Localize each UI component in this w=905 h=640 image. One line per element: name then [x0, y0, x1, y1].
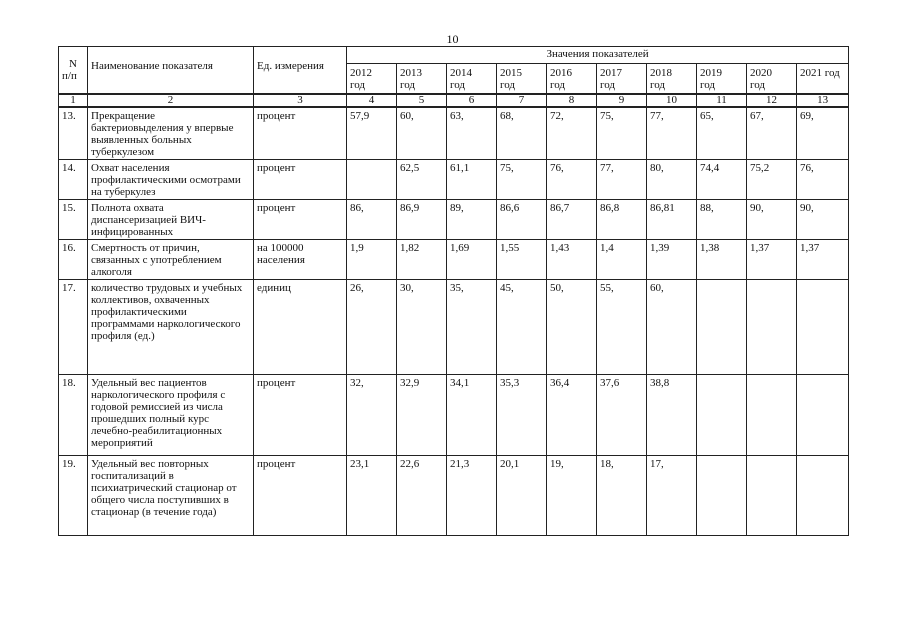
indicator-value: 55,	[597, 279, 647, 374]
indicator-value: 86,81	[647, 199, 697, 239]
indicator-value: 32,	[347, 374, 397, 455]
indicator-value: 75,	[597, 107, 647, 159]
table-row	[59, 199, 849, 239]
column-number: 6	[447, 94, 497, 107]
indicator-value: 86,8	[597, 199, 647, 239]
indicator-name: Удельный вес повторных госпитализаций в психиатрический стационар от общего числа поступивших в стационар (в течение года)	[88, 455, 254, 535]
table-row	[59, 239, 849, 279]
indicator-value: 38,8	[647, 374, 697, 455]
indicator-value: 74,4	[697, 159, 747, 199]
indicator-value	[797, 279, 849, 374]
indicator-value: 77,	[647, 107, 697, 159]
indicator-value	[747, 374, 797, 455]
indicator-value	[797, 455, 849, 535]
indicator-value	[747, 279, 797, 374]
indicator-value: 76,	[797, 159, 849, 199]
indicator-value: 1,38	[697, 239, 747, 279]
indicator-value: 22,6	[397, 455, 447, 535]
header-n-line1: N	[69, 58, 77, 70]
column-number: 13	[797, 94, 849, 107]
header-year: 2018 год	[647, 64, 697, 95]
table-row	[59, 279, 849, 374]
column-number: 7	[497, 94, 547, 107]
indicator-value: 88,	[697, 199, 747, 239]
column-number: 2	[88, 94, 254, 107]
indicator-name: Охват населения профилактическими осмотрами на туберкулез	[88, 159, 254, 199]
indicator-value: 34,1	[447, 374, 497, 455]
indicator-value: 80,	[647, 159, 697, 199]
unit-of-measure: на 100000 населения	[254, 239, 347, 279]
unit-of-measure: процент	[254, 159, 347, 199]
header-year: 2013 год	[397, 64, 447, 95]
indicator-value: 1,55	[497, 239, 547, 279]
row-number: 18.	[59, 374, 88, 455]
indicator-value	[697, 455, 747, 535]
indicator-value: 77,	[597, 159, 647, 199]
indicator-value	[697, 374, 747, 455]
indicator-value: 1,39	[647, 239, 697, 279]
indicator-value: 75,2	[747, 159, 797, 199]
page-number: 10	[446, 32, 459, 46]
indicator-value: 60,	[647, 279, 697, 374]
indicator-value: 45,	[497, 279, 547, 374]
header-n	[59, 47, 88, 95]
indicator-value: 67,	[747, 107, 797, 159]
column-number: 4	[347, 94, 397, 107]
header-unit: Ед. измерения	[254, 47, 347, 95]
column-number: 8	[547, 94, 597, 107]
indicator-value: 23,1	[347, 455, 397, 535]
indicator-value: 35,3	[497, 374, 547, 455]
indicator-value: 62,5	[397, 159, 447, 199]
unit-of-measure: единиц	[254, 279, 347, 374]
unit-of-measure: процент	[254, 107, 347, 159]
indicator-value	[747, 455, 797, 535]
indicator-value: 1,69	[447, 239, 497, 279]
indicator-value: 32,9	[397, 374, 447, 455]
row-number: 19.	[59, 455, 88, 535]
unit-of-measure: процент	[254, 455, 347, 535]
indicator-value: 36,4	[547, 374, 597, 455]
indicator-name: Прекращение бактериовыделения у впервые выявленных больных туберкулезом	[88, 107, 254, 159]
row-number: 17.	[59, 279, 88, 374]
indicator-name: Удельный вес пациентов наркологического профиля с годовой ремиссией из числа прошедших полный курс лечебно-реабилитационных мероприятий	[88, 374, 254, 455]
indicator-value: 1,82	[397, 239, 447, 279]
header-name: Наименование показателя	[88, 47, 254, 95]
table-row	[59, 455, 849, 535]
indicator-value: 72,	[547, 107, 597, 159]
indicator-value: 86,7	[547, 199, 597, 239]
column-number: 11	[697, 94, 747, 107]
column-number: 1	[59, 94, 88, 107]
indicator-name: Полнота охвата диспансеризацией ВИЧ-инфицированных	[88, 199, 254, 239]
indicator-value: 1,4	[597, 239, 647, 279]
column-number: 10	[647, 94, 697, 107]
indicator-value: 63,	[447, 107, 497, 159]
indicator-value: 86,	[347, 199, 397, 239]
indicator-value: 1,43	[547, 239, 597, 279]
indicator-value: 60,	[397, 107, 447, 159]
indicator-value: 65,	[697, 107, 747, 159]
indicator-value: 1,37	[747, 239, 797, 279]
table-row	[59, 107, 849, 159]
indicator-name: Смертность от причин, связанных с употреблением алкоголя	[88, 239, 254, 279]
header-year: 2019 год	[697, 64, 747, 95]
column-number: 9	[597, 94, 647, 107]
indicator-value: 86,6	[497, 199, 547, 239]
header-year: 2016 год	[547, 64, 597, 95]
column-number: 3	[254, 94, 347, 107]
indicator-value: 75,	[497, 159, 547, 199]
indicator-value: 20,1	[497, 455, 547, 535]
indicator-value: 18,	[597, 455, 647, 535]
unit-of-measure: процент	[254, 374, 347, 455]
indicator-value	[797, 374, 849, 455]
row-number: 15.	[59, 199, 88, 239]
indicator-value: 90,	[747, 199, 797, 239]
column-number: 12	[747, 94, 797, 107]
indicator-value: 76,	[547, 159, 597, 199]
indicator-value: 50,	[547, 279, 597, 374]
indicators-table	[58, 46, 849, 536]
header-year: 2012 год	[347, 64, 397, 95]
indicator-value: 35,	[447, 279, 497, 374]
indicator-value: 30,	[397, 279, 447, 374]
header-year: 2015 год	[497, 64, 547, 95]
indicator-value: 37,6	[597, 374, 647, 455]
indicator-value: 89,	[447, 199, 497, 239]
header-year: 2020 год	[747, 64, 797, 95]
indicator-name: количество трудовых и учебных коллективов, охваченных профилактическими программами наркологического профиля (ед.)	[88, 279, 254, 374]
header-year: 2021 год	[797, 64, 849, 95]
indicator-value: 90,	[797, 199, 849, 239]
table-row	[59, 374, 849, 455]
column-number: 5	[397, 94, 447, 107]
indicator-value	[697, 279, 747, 374]
indicator-value	[347, 159, 397, 199]
unit-of-measure: процент	[254, 199, 347, 239]
header-year: 2014 год	[447, 64, 497, 95]
indicator-value: 19,	[547, 455, 597, 535]
table-row	[59, 159, 849, 199]
indicator-value: 17,	[647, 455, 697, 535]
indicator-value: 68,	[497, 107, 547, 159]
indicator-value: 86,9	[397, 199, 447, 239]
header-year: 2017 год	[597, 64, 647, 95]
indicator-value: 21,3	[447, 455, 497, 535]
indicator-value: 1,37	[797, 239, 849, 279]
indicator-value: 61,1	[447, 159, 497, 199]
row-number: 14.	[59, 159, 88, 199]
indicator-value: 1,9	[347, 239, 397, 279]
indicator-value: 57,9	[347, 107, 397, 159]
row-number: 16.	[59, 239, 88, 279]
indicator-value: 69,	[797, 107, 849, 159]
indicator-value: 26,	[347, 279, 397, 374]
header-n-line2: п/п	[62, 70, 77, 82]
row-number: 13.	[59, 107, 88, 159]
header-values-group: Значения показателей	[347, 47, 849, 64]
